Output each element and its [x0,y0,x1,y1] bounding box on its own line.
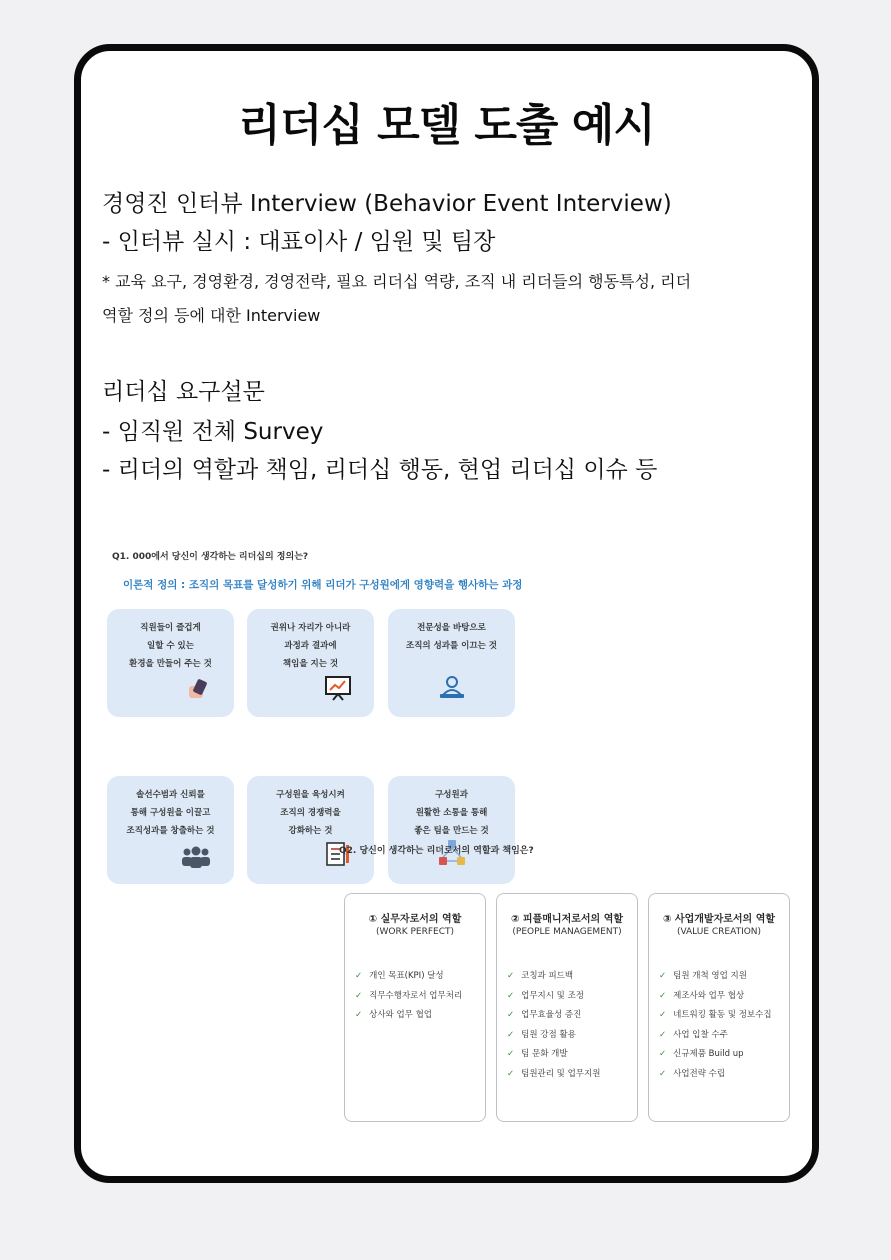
page-title: 리더십 모델 도출 예시 [238,100,655,151]
card-line: 권위나 자리가 아니라 [270,623,351,633]
check-icon: ✓ [355,1010,363,1020]
interview-line: - 인터뷰 실시 : 대표이사 / 임원 및 팀장 [102,229,496,255]
check-icon: ✓ [355,971,363,981]
card-line: 조직성과를 창출하는 것 [126,826,215,836]
role-subtitle: (VALUE CREATION) [676,927,762,937]
survey-line-1: - 임직원 전체 Survey [102,419,324,445]
card-line: 구성원과 [435,790,468,800]
card-line: 조직의 성과를 이끄는 것 [406,641,497,651]
role-item: ✓ 팀원관리 및 업무지원 [507,1068,601,1079]
role-item: ✓ 개인 목표(KPI) 달성 [355,971,444,981]
definition-card [107,776,234,884]
content-frame [74,44,819,1183]
definition-card [388,609,515,717]
card-line: 직원들이 즐겁게 [140,623,201,633]
role-title: ① 실무자로서의 역할 [368,914,462,925]
role-item: ✓ 직무수행자로서 업무처리 [355,990,463,1001]
role-item: ✓ 팀원 강점 활용 [507,1029,576,1040]
definition-card [107,609,234,717]
survey-section [102,373,798,489]
role-box-people [496,893,638,1122]
card-line: 조직의 경쟁력을 [280,808,341,818]
theoretical-definition: 이론적 정의 : 조직의 목표를 달성하기 위해 리더가 구성원에게 영향력을 행사하는 과정 [123,579,523,591]
card-line: 환경을 만들어 주는 것 [129,659,212,669]
check-icon: ✓ [507,1049,515,1059]
role-items [507,967,637,1084]
role-item: ✓ 제조사와 업무 협상 [659,990,745,1001]
definition-card [247,609,374,717]
check-icon: ✓ [659,990,667,1001]
role-item: ✓ 사업전략 수립 [659,1068,726,1079]
role-box-work [344,893,486,1122]
check-icon: ✓ [507,1068,515,1079]
card-line: 책임을 지는 것 [282,659,339,669]
survey-heading: 리더십 요구설문 [102,379,265,405]
role-box-value [648,893,790,1122]
interview-note-2: 역할 정의 등에 대한 Interview [102,306,321,325]
role-item: ✓ 네트워킹 활동 및 정보수집 [659,1010,772,1020]
check-icon: ✓ [507,990,515,1001]
card-line: 구성원을 육성시켜 [276,790,345,800]
check-icon: ✓ [507,1029,515,1040]
role-title: ② 피플매니저로서의 역할 [510,914,624,925]
card-line: 통해 구성원을 이끌고 [130,808,211,818]
team-icon [180,846,212,874]
definition-card [247,776,374,884]
check-icon: ✓ [659,1049,667,1059]
survey-result-image [107,549,797,1149]
card-line: 일할 수 있는 [147,641,194,651]
check-icon: ✓ [659,1029,667,1040]
role-item: ✓ 신규제품 Build up [659,1049,744,1059]
role-subtitle: (WORK PERFECT) [375,927,455,937]
role-item: ✓ 상사와 업무 협업 [355,1010,433,1020]
role-items [355,967,485,1026]
role-title: ③ 사업개발자로서의 역할 [662,914,776,925]
interview-heading: 경영진 인터뷰 Interview (Behavior Event Interview) [102,191,672,217]
check-icon: ✓ [659,1010,667,1020]
card-line: 강화하는 것 [288,826,333,836]
check-icon: ✓ [659,971,667,981]
question-1: Q1. 000에서 당신이 생각하는 리더십의 정의는? [112,552,309,562]
check-icon: ✓ [659,1068,667,1079]
party-icon [186,677,212,707]
card-line: 좋은 팀을 만드는 것 [414,826,489,836]
card-line: 전문성을 바탕으로 [417,623,486,633]
card-line: 원활한 소통을 통해 [415,808,488,818]
chart-board-icon [324,675,352,707]
interview-section [102,185,798,333]
role-item: ✓ 사업 입찰 수주 [659,1029,728,1040]
check-icon: ✓ [355,990,363,1001]
check-icon: ✓ [507,1010,515,1020]
role-item: ✓ 업무지시 및 조정 [507,990,585,1001]
role-item: ✓ 팀원 개척 영업 지원 [659,971,747,981]
role-items [659,967,789,1084]
role-item: ✓ 코칭과 피드백 [507,971,574,981]
card-line: 솔선수범과 신뢰를 [136,790,205,800]
survey-line-2: - 리더의 역할과 책임, 리더십 행동, 현업 리더십 이슈 등 [102,457,658,483]
definition-card [388,776,515,884]
check-icon: ✓ [507,971,515,981]
role-item: ✓ 팀 문화 개발 [507,1049,568,1059]
interview-note-1: * 교육 요구, 경영환경, 경영전략, 필요 리더십 역량, 조직 내 리더들의 행동특성, 리더 [102,272,692,291]
role-item: ✓ 업무효율성 증진 [507,1010,582,1020]
question-2: Q2. 당신이 생각하는 리더로서의 역할과 책임은? [339,846,534,856]
role-subtitle: (PEOPLE MANAGEMENT) [512,927,622,937]
card-line: 과정과 결과에 [284,641,337,651]
laptop-user-icon [437,675,467,707]
